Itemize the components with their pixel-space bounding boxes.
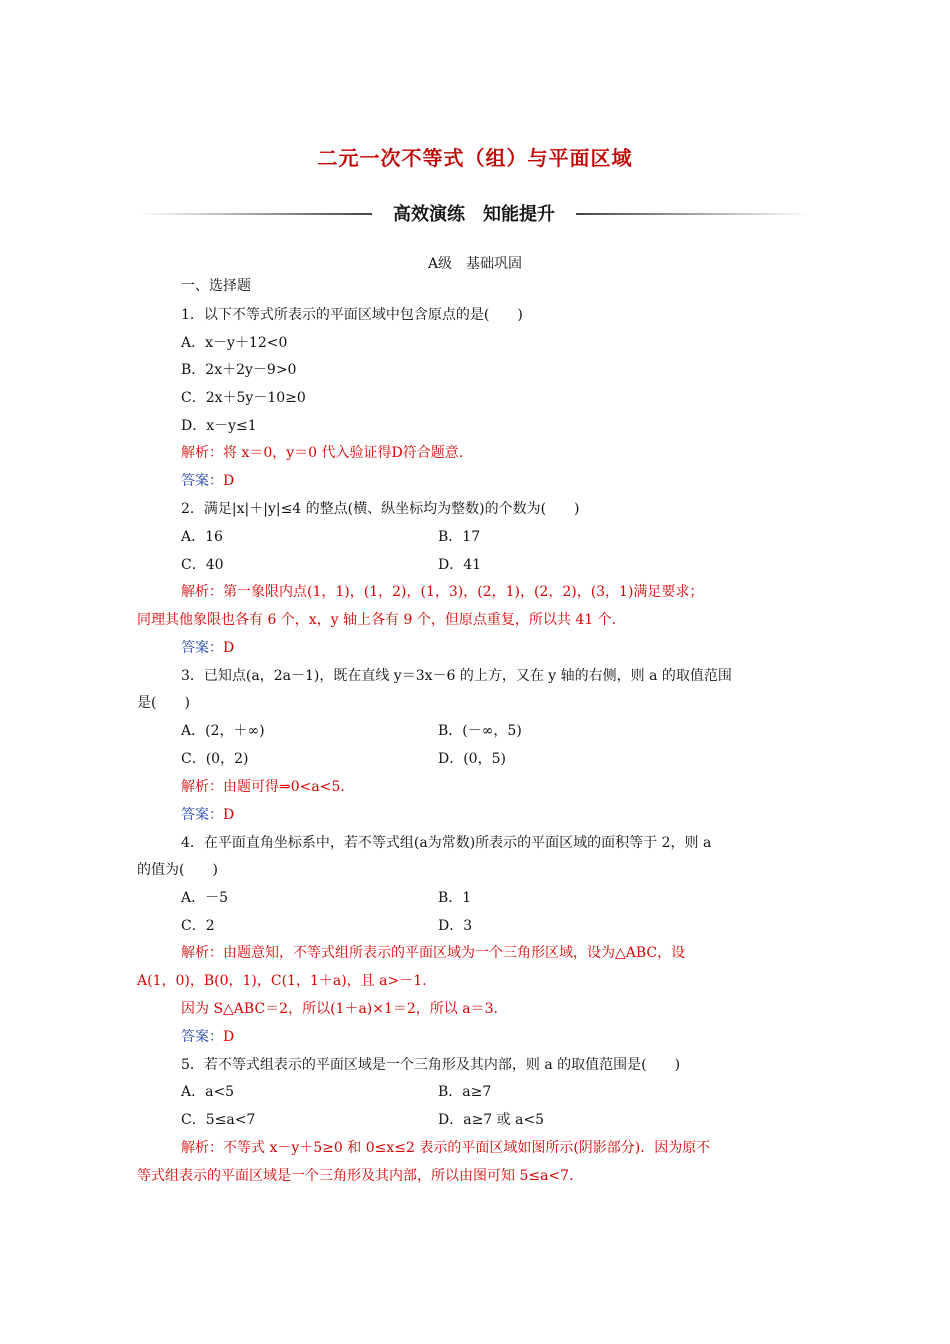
banner-text: 高效演练 知能提升: [393, 204, 555, 225]
level-heading: A级 基础巩固: [427, 256, 523, 272]
q3-option-c: C．(0，2): [181, 751, 249, 767]
q4-stem-line2: 的值为( ): [137, 862, 218, 878]
answer-prefix: 答案：: [181, 807, 223, 823]
q2-analysis-line1: 解析：第一象限内点(1，1)，(1，2)，(1，3)，(2，1)，(2，2)，(3，1)满足要求；: [181, 584, 704, 600]
q5-analysis-line1: 解析：不等式 x－y＋5≥0 和 0≤x≤2 表示的平面区域如图所示(阴影部分)．因为原不: [181, 1140, 711, 1156]
banner-rule-left: [140, 213, 372, 215]
q3-stem-line2: 是( ): [137, 695, 190, 711]
q4-analysis-line1: 解析：由题意知，不等式组所表示的平面区域为一个三角形区域，设为△ABC，设: [181, 945, 686, 961]
q5-option-b: B．a≥7: [438, 1084, 492, 1100]
q3-analysis: 解析：由题可得⇒0<a<5.: [181, 779, 345, 795]
q1-option-a: A．x－y＋12<0: [181, 335, 288, 351]
q4-answer: [181, 1027, 234, 1047]
q2-analysis-line2: 同理其他象限也各有 6 个，x，y 轴上各有 9 个，但原点重复，所以共 41 个.: [137, 612, 617, 628]
q2-option-c: C．40: [181, 557, 224, 573]
q5-option-c: C．5≤a<7: [181, 1112, 256, 1128]
q3-option-d: D．(0，5): [438, 751, 506, 767]
q4-option-b: B．1: [438, 890, 472, 906]
q2-answer: [181, 638, 234, 658]
q4-stem-line1: 4．在平面直角坐标系中，若不等式组(a为常数)所表示的平面区域的面积等于 2，则 a: [181, 835, 712, 851]
banner-rule-right: [576, 213, 810, 215]
q4-option-d: D．3: [438, 918, 473, 934]
section-heading: 一、选择题: [181, 278, 251, 294]
q1-option-d: D．x－y≤1: [181, 418, 257, 434]
answer-letter: D: [223, 640, 235, 656]
answer-prefix: 答案：: [181, 1029, 223, 1045]
q2-stem: 2．满足|x|＋|y|≤4 的整点(横、纵坐标均为整数)的个数为( ): [181, 501, 580, 517]
answer-letter: D: [223, 1029, 235, 1045]
answer-prefix: 答案：: [181, 473, 223, 489]
q2-option-d: D．41: [438, 557, 482, 573]
section-banner: [140, 200, 810, 228]
answer-letter: D: [223, 807, 235, 823]
answer-prefix: 答案：: [181, 640, 223, 656]
q5-analysis-line2: 等式组表示的平面区域是一个三角形及其内部，所以由图可知 5≤a<7.: [137, 1168, 574, 1184]
q3-option-a: A．(2，＋∞): [181, 723, 265, 739]
q4-option-c: C．2: [181, 918, 215, 934]
page-title: 二元一次不等式（组）与平面区域: [317, 146, 633, 170]
q2-option-a: A．16: [181, 529, 223, 545]
q5-option-a: A．a<5: [181, 1084, 235, 1100]
q3-stem-line1: 3．已知点(a，2a－1)，既在直线 y＝3x－6 的上方，又在 y 轴的右侧，则 a 的取值范围: [181, 668, 732, 684]
q4-option-a: A．－5: [181, 890, 229, 906]
answer-letter: D: [223, 473, 235, 489]
q5-stem: 5．若不等式组表示的平面区域是一个三角形及其内部，则 a 的取值范围是( ): [181, 1057, 681, 1073]
q1-option-c: C．2x＋5y－10≥0: [181, 390, 306, 406]
q4-analysis-line3: 因为 S△ABC＝2，所以(1＋a)×1＝2，所以 a＝3.: [181, 1001, 498, 1017]
q3-answer: [181, 805, 234, 825]
q4-analysis-line2: A(1，0)，B(0，1)，C(1，1＋a)，且 a>－1.: [137, 973, 427, 989]
q2-option-b: B．17: [438, 529, 481, 545]
q1-analysis: 解析：将 x＝0，y＝0 代入验证得D符合题意.: [181, 445, 464, 461]
q3-option-b: B．(－∞，5): [438, 723, 522, 739]
q1-stem: 1．以下不等式所表示的平面区域中包含原点的是( ): [181, 307, 523, 323]
q1-option-b: B．2x＋2y－9>0: [181, 362, 297, 378]
q1-answer: [181, 471, 234, 491]
q5-option-d: D．a≥7 或 a<5: [438, 1112, 545, 1128]
